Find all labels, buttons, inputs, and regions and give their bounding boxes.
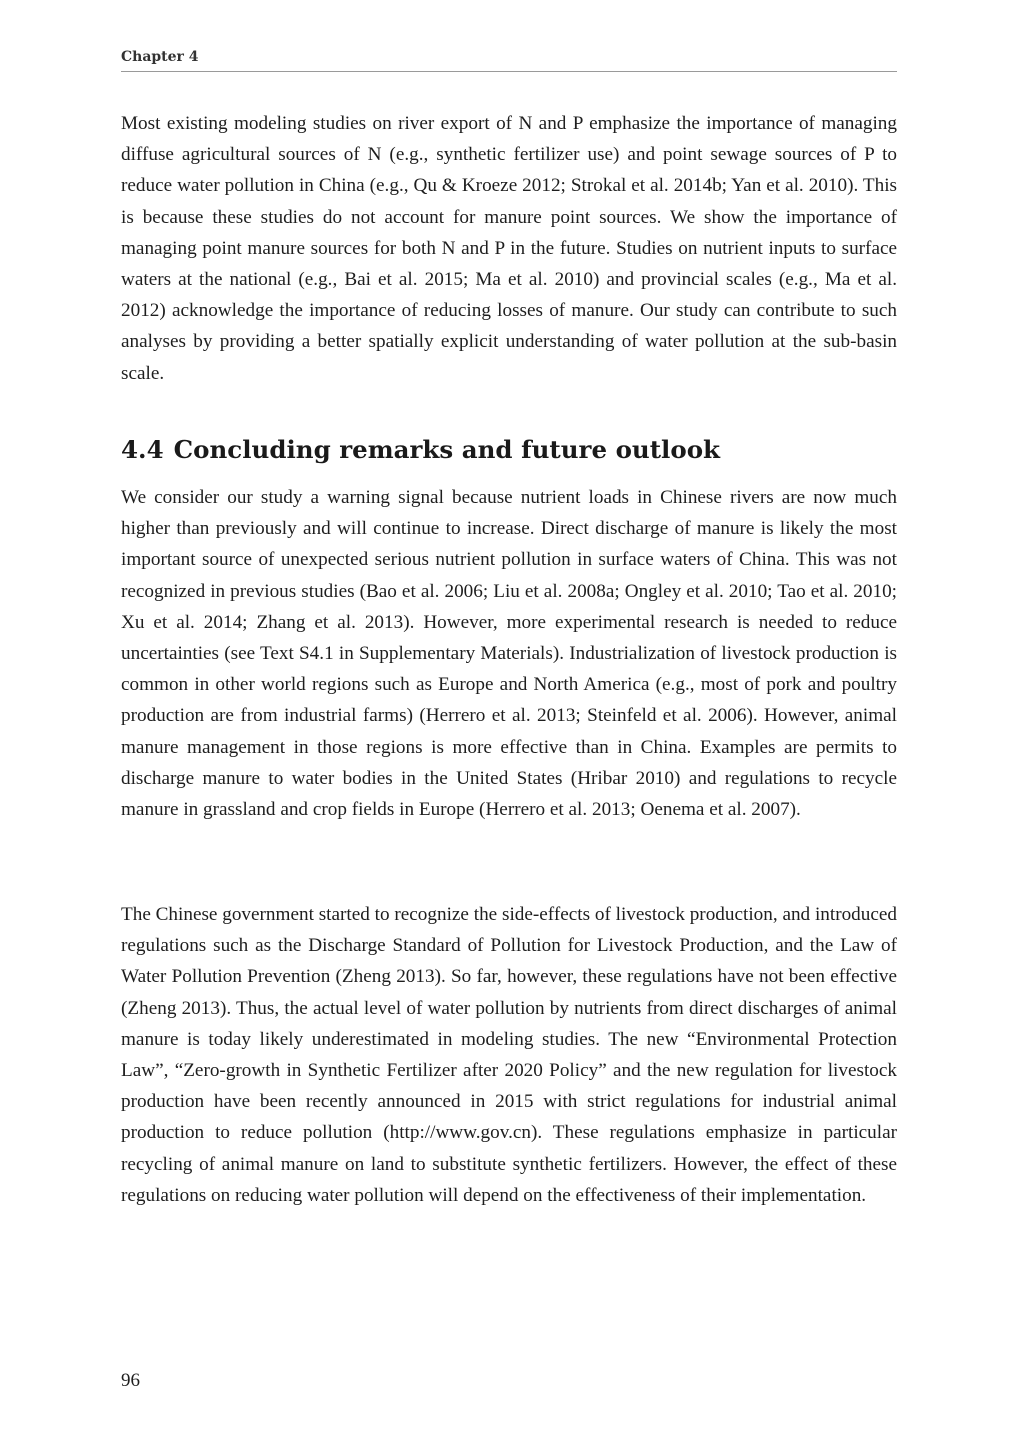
concluding-paragraph-2: The Chinese government started to recognize the side-effects of livestock production, and introduced regulations such as the Discharge Standard of Pollution for Livestock Production, and the Law of Water Pollution Prevention (Zheng 2013). So far, however, these regulations have not been effective (Zheng 2013). Thus, the actual level of water pollution by nutrients from direct discharges of animal manure is today likely underestimated in modeling studies. The new “Environmental Protection Law”, “Zero-growth in Synthetic Fertilizer after 2020 Policy” and the new regulation for livestock production have been recently announced in 2015 with strict regulations for industrial animal production to reduce pollution (http://www.gov.cn). These regulations emphasize in particular recycling of animal manure on land to substitute synthetic fertilizers. However, the effect of these regulations on reducing water pollution will depend on the effectiveness of their implementation. [121,904,897,1206]
page-number: 96 [121,1370,140,1391]
section-number: 4.4 [121,435,164,464]
chapter-label: Chapter 4 [121,49,199,65]
section-title: Concluding remarks and future outlook [173,435,721,464]
concluding-paragraph-1: We consider our study a warning signal because nutrient loads in Chinese rivers are now much higher than previously and will continue to increase. Direct discharge of manure is likely the most important source of unexpected serious nutrient pollution in surface waters of China. This was not recognized in previous studies (Bao et al. 2006; Liu et al. 2008a; Ongley et al. 2010; Tao et al. 2010; Xu et al. 2014; Zhang et al. 2013). However, more experimental research is needed to reduce uncertainties (see Text S4.1 in Supplementary Materials). Industrialization of livestock production is common in other world regions such as Europe and North America (e.g., most of pork and poultry production are from industrial farms) (Herrero et al. 2013; Steinfeld et al. 2006). However, animal manure management in those regions is more effective than in China. Examples are permits to discharge manure to water bodies in the United States (Hribar 2010) and regulations to recycle manure in grassland and crop fields in Europe (Herrero et al. 2013; Oenema et al. 2007). [121,487,897,821]
section-heading [121,431,897,469]
intro-paragraph: Most existing modeling studies on river export of N and P emphasize the importance of managing diffuse agricultural sources of N (e.g., synthetic fertilizer use) and point sewage sources of P to reduce water pollution in China (e.g., Qu & Kroeze 2012; Strokal et al. 2014b; Yan et al. 2010). This is because these studies do not account for manure point sources. We show the importance of managing point manure sources for both N and P in the future. Studies on nutrient inputs to surface waters at the national (e.g., Bai et al. 2015; Ma et al. 2010) and provincial scales (e.g., Ma et al. 2012) acknowledge the importance of reducing losses of manure. Our study can contribute to such analyses by providing a better spatially explicit understanding of water pollution at the sub-basin scale. [121,113,897,384]
running-header [121,47,897,72]
